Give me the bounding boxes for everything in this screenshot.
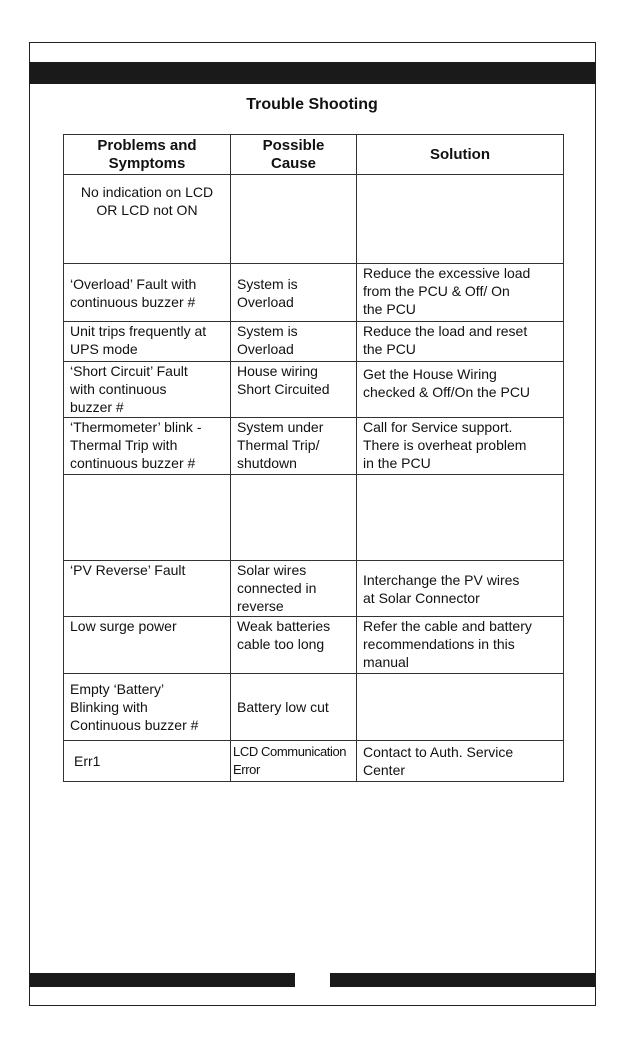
cause-cell: Solar wires connected in reverse — [231, 561, 357, 617]
header-problems: Problems and Symptoms — [64, 135, 231, 175]
table-row — [64, 674, 564, 741]
header-cause: Possible Cause — [231, 135, 357, 175]
cause-cell: System is Overload — [231, 322, 357, 362]
solution-cell: Get the House Wiring checked & Off/On the PCU — [357, 362, 564, 418]
problem-cell: Empty ‘Battery’ Blinking with Continuous buzzer # — [64, 674, 231, 741]
cause-cell — [231, 475, 357, 561]
problem-cell — [64, 475, 231, 561]
problem-cell: ‘Thermometer’ blink - Thermal Trip with continuous buzzer # — [64, 418, 231, 475]
header-solution: Solution — [357, 135, 564, 175]
cause-cell: System under Thermal Trip/ shutdown — [231, 418, 357, 475]
header-bar — [29, 62, 596, 84]
problem-cell: Err1 — [64, 741, 231, 782]
table-row — [64, 475, 564, 561]
cause-cell: Weak batteries cable too long — [231, 617, 357, 674]
cause-cell: Battery low cut — [231, 674, 357, 741]
problem-cell: ‘Overload’ Fault with continuous buzzer # — [64, 264, 231, 322]
problem-cell: ‘Short Circuit’ Fault with continuous buzzer # — [64, 362, 231, 418]
trouble-shooting-table — [63, 134, 564, 782]
solution-cell: Contact to Auth. Service Center — [357, 741, 564, 782]
problem-cell: ‘PV Reverse’ Fault — [64, 561, 231, 617]
problem-cell: Unit trips frequently at UPS mode — [64, 322, 231, 362]
table-header-row — [64, 135, 564, 175]
table-row — [64, 418, 564, 475]
solution-cell: Reduce the excessive load from the PCU & Off/ On the PCU — [357, 264, 564, 322]
table-row — [64, 322, 564, 362]
page-title: Trouble Shooting — [246, 96, 378, 113]
solution-cell — [357, 674, 564, 741]
problem-cell: No indication on LCD OR LCD not ON — [64, 175, 231, 264]
table-row — [64, 561, 564, 617]
problem-cell: Low surge power — [64, 617, 231, 674]
cause-cell — [231, 175, 357, 264]
solution-cell: Refer the cable and battery recommendations in this manual — [357, 617, 564, 674]
table-row — [64, 175, 564, 264]
solution-cell: Call for Service support. There is overheat problem in the PCU — [357, 418, 564, 475]
footer-bar-right — [330, 973, 596, 987]
table-row — [64, 264, 564, 322]
table-row — [64, 617, 564, 674]
solution-cell: Interchange the PV wires at Solar Connector — [357, 561, 564, 617]
table-row — [64, 362, 564, 418]
solution-cell — [357, 475, 564, 561]
footer-bar-left — [29, 973, 295, 987]
cause-cell: LCD Communication Error — [231, 741, 357, 782]
table-row — [64, 741, 564, 782]
cause-cell: System is Overload — [231, 264, 357, 322]
solution-cell: Reduce the load and reset the PCU — [357, 322, 564, 362]
solution-cell — [357, 175, 564, 264]
cause-cell: House wiring Short Circuited — [231, 362, 357, 418]
